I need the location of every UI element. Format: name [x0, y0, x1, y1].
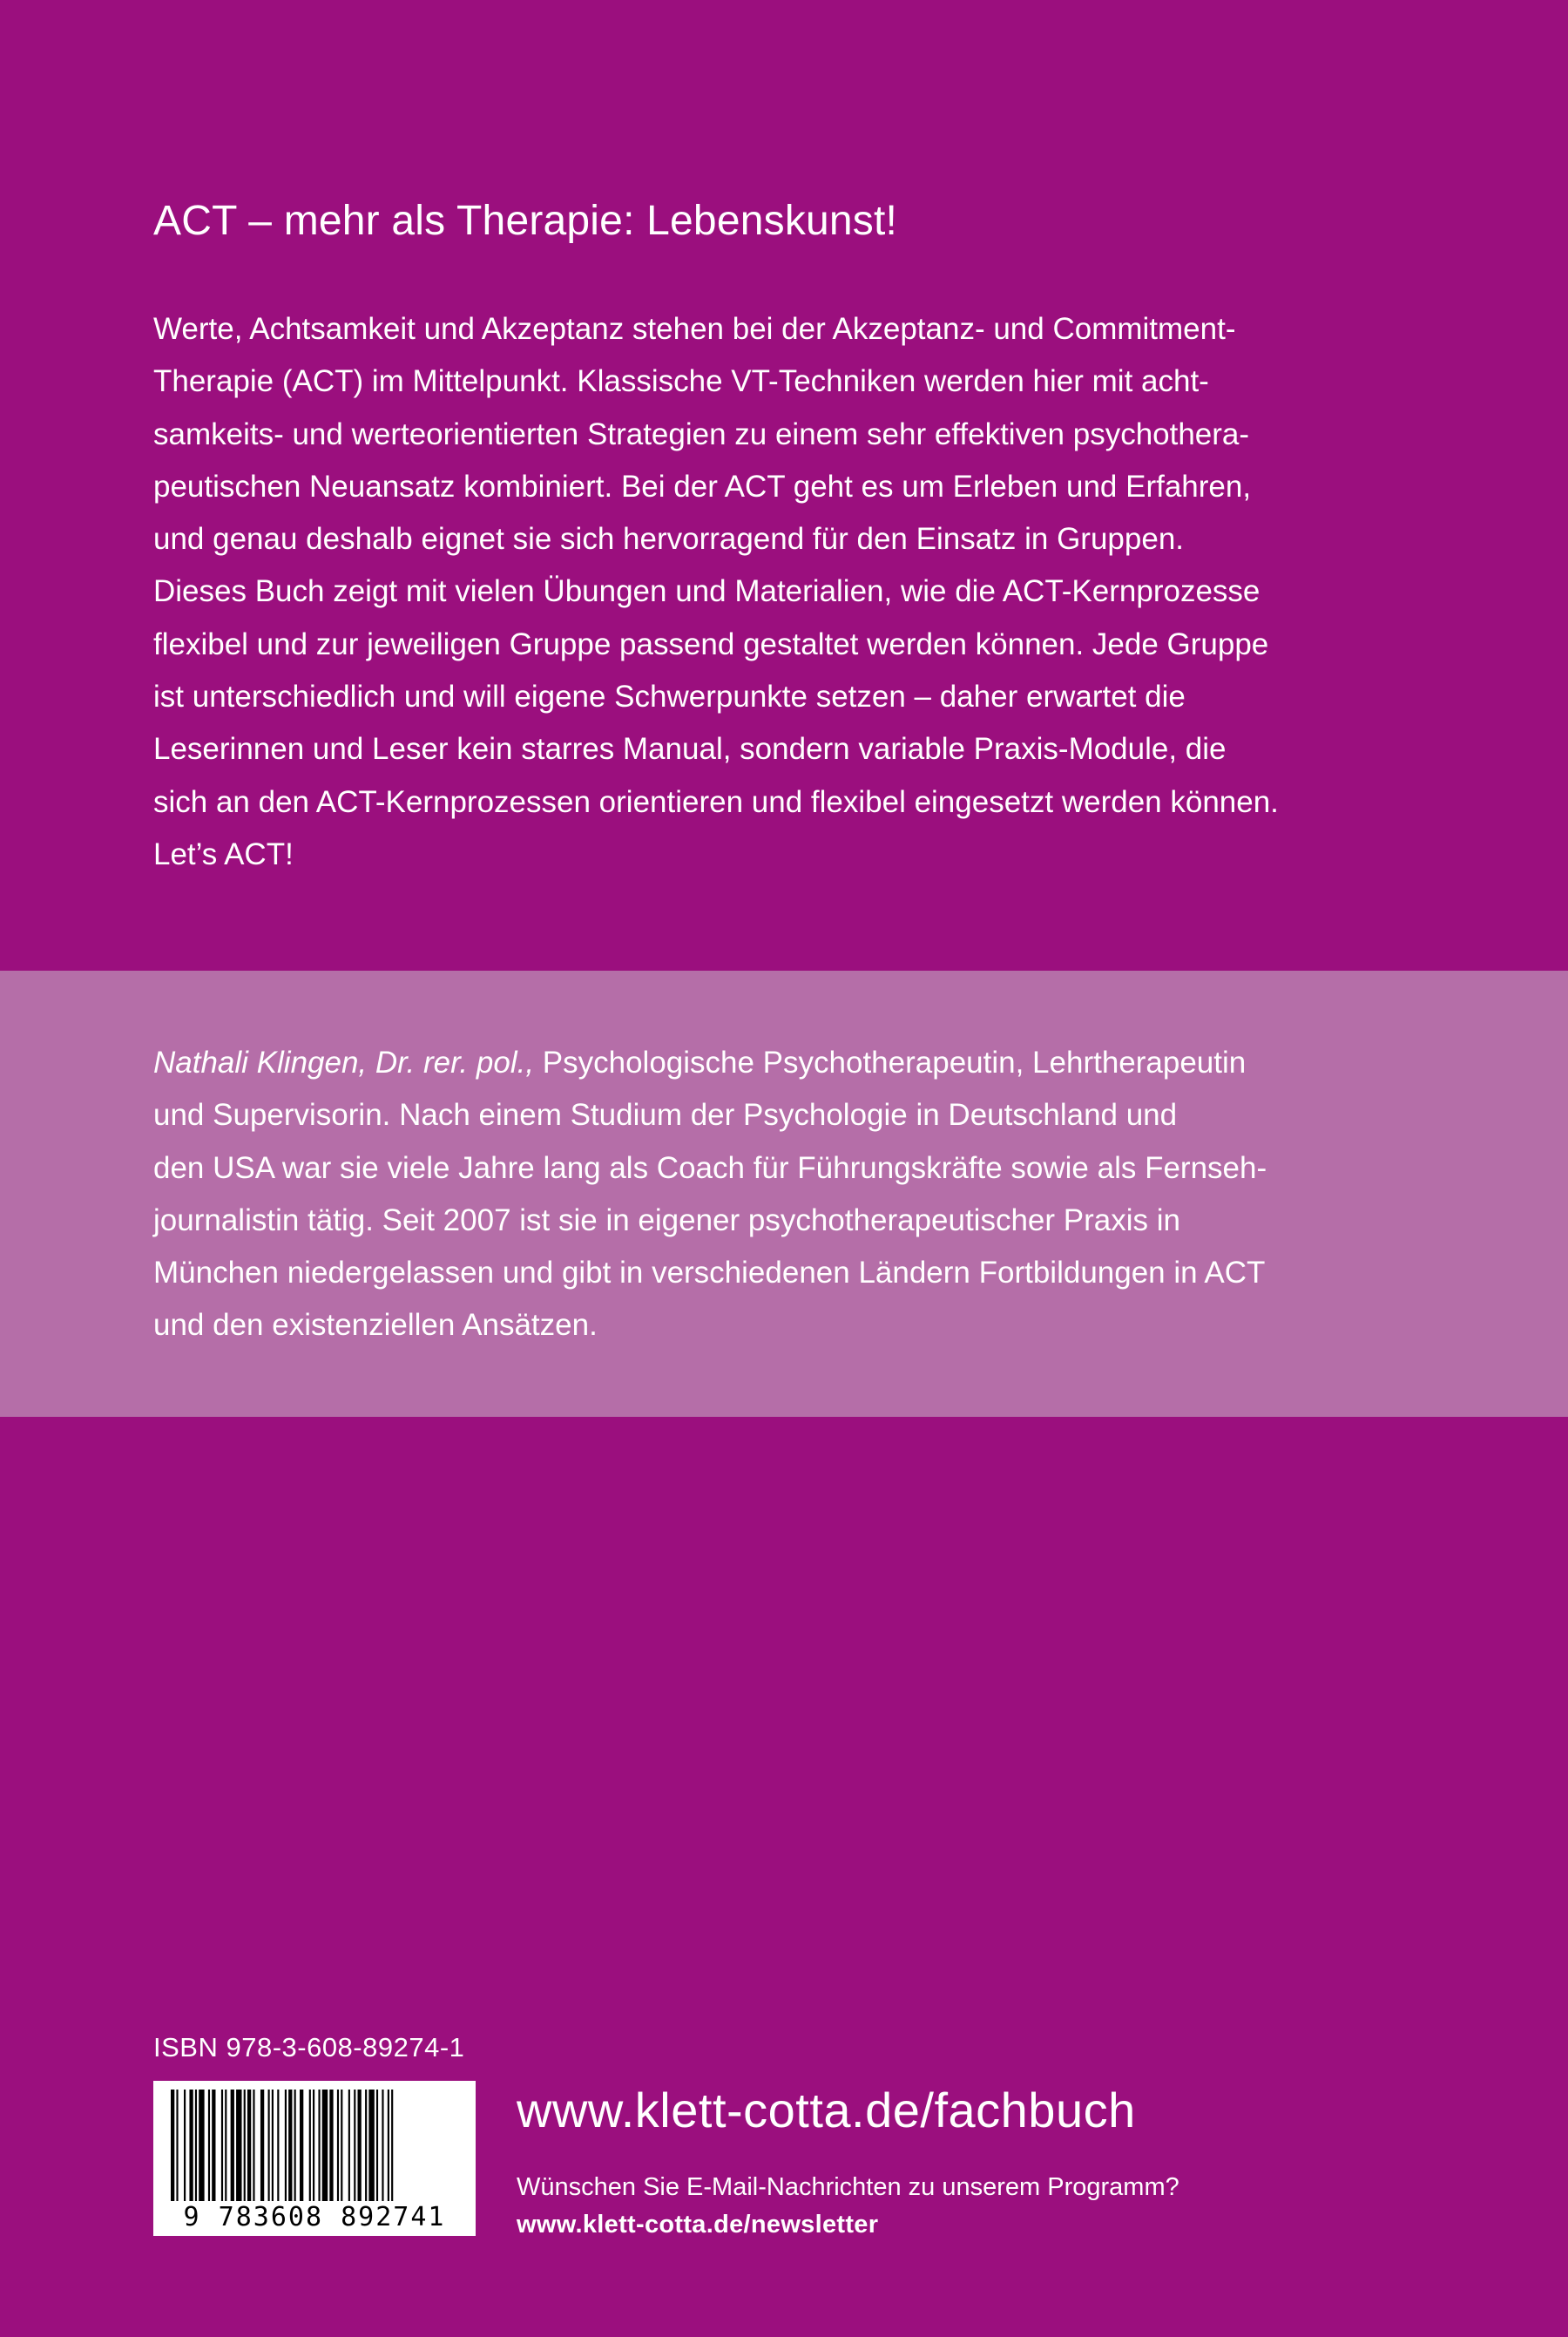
description-line: Leserinnen und Leser kein starres Manual, sondern variable Praxis-Module, die — [153, 732, 1227, 767]
barcode-bar — [272, 2090, 274, 2201]
barcode-bar — [212, 2090, 215, 2201]
author-bio-line: und den existenziellen Ansätzen. — [153, 1308, 598, 1343]
author-bio-line: den USA war sie viele Jahre lang als Coach für Führungskräfte sowie als Fernseh- — [153, 1150, 1267, 1185]
barcode-bar — [348, 2090, 350, 2201]
barcode-bar — [354, 2090, 355, 2201]
barcode-bar — [300, 2090, 303, 2201]
barcode-bar — [376, 2090, 378, 2201]
barcode-bar — [184, 2090, 186, 2201]
barcode-bar — [231, 2090, 234, 2201]
description-line: und genau deshalb eignet sie sich hervorragend für den Einsatz in Gruppen. — [153, 522, 1185, 557]
barcode-bar — [365, 2090, 367, 2201]
description-line: Werte, Achtsamkeit und Akzeptanz stehen bei der Akzeptanz- und Commitment- — [153, 312, 1236, 346]
description-line: Therapie (ACT) im Mittelpunkt. Klassische VT-Techniken werden hier mit acht- — [153, 364, 1209, 399]
description-line: peutischen Neuansatz kombiniert. Bei der ACT geht es um Erleben und Erfahren, — [153, 469, 1252, 504]
barcode-bar — [221, 2090, 223, 2201]
description-line: Dieses Buch zeigt mit vielen Übungen und Materialien, wie die ACT-Kernprozesse — [153, 574, 1260, 609]
description-line: samkeits- und werteorientierten Strategien zu einem sehr effektiven psychothera- — [153, 417, 1250, 451]
barcode-bar — [313, 2090, 314, 2201]
barcode-bar — [388, 2090, 389, 2201]
barcode-bar — [329, 2090, 333, 2201]
barcode-bar — [358, 2090, 362, 2201]
barcode-bar — [285, 2090, 287, 2201]
publisher-website-link[interactable]: www.klett-cotta.de/fachbuch — [517, 2083, 1136, 2137]
barcode-bar — [208, 2090, 210, 2201]
barcode-bar — [341, 2090, 342, 2201]
description-line: sich an den ACT-Kernprozessen orientieren und flexibel eingesetzt werden können. — [153, 784, 1279, 819]
barcode-bar — [225, 2090, 226, 2201]
barcode-bar — [244, 2090, 246, 2201]
author-name: Nathali Klingen, Dr. rer. pol., — [153, 1046, 535, 1080]
barcode-bar — [294, 2090, 296, 2201]
author-bio-line: München niedergelassen und gibt in verschiedenen Ländern Fortbildungen in ACT — [153, 1256, 1266, 1290]
newsletter-link[interactable]: www.klett-cotta.de/newsletter — [517, 2211, 879, 2239]
newsletter-question: Wünschen Sie E-Mail-Nachrichten zu unserem Programm? — [517, 2173, 1179, 2201]
barcode-bar — [195, 2090, 197, 2201]
barcode-bar — [318, 2090, 320, 2201]
barcode-bar — [337, 2090, 339, 2201]
author-bio-first-line-rest: Psychologische Psychotherapeutin, Lehrtherapeutin — [534, 1046, 1247, 1080]
isbn-label: ISBN 978-3-608-89274-1 — [153, 2032, 465, 2063]
description-line: flexibel und zur jeweiligen Gruppe passend gestaltet werden können. Jede Gruppe — [153, 627, 1269, 661]
barcode-bar — [247, 2090, 251, 2201]
barcode-bar — [189, 2090, 193, 2201]
barcode-bar — [176, 2090, 178, 2201]
headline: ACT – mehr als Therapie: Lebenskunst! — [153, 198, 898, 244]
barcode-digits: 9 783608 892741 — [160, 2203, 469, 2232]
barcode-bar — [368, 2090, 374, 2201]
barcode-bar — [309, 2090, 311, 2201]
author-bio-line: und Supervisorin. Nach einem Studium der Psychologie in Deutschland und — [153, 1098, 1178, 1133]
description-line: Let’s ACT! — [153, 837, 294, 871]
author-bio — [153, 1037, 1425, 1352]
description-line: ist unterschiedlich und will eigene Schwerpunkte setzen – daher erwartet die — [153, 680, 1186, 715]
barcode-bar — [288, 2090, 292, 2201]
barcode-bar — [236, 2090, 241, 2201]
barcode-bar — [171, 2090, 174, 2201]
barcode-bar — [391, 2090, 393, 2201]
barcode-bar — [322, 2090, 328, 2201]
barcode-bar — [253, 2090, 254, 2201]
barcode-bar — [268, 2090, 270, 2201]
isbn-barcode — [153, 2081, 476, 2236]
barcode-bar — [260, 2090, 264, 2201]
book-description — [153, 303, 1425, 881]
barcode-bar — [277, 2090, 279, 2201]
author-bio-first-line — [153, 1037, 1425, 1089]
barcode-bar — [382, 2090, 383, 2201]
barcode-bar — [199, 2090, 204, 2201]
author-bio-line: journalistin tätig. Seit 2007 ist sie in eigener psychotherapeutischer Praxis in — [153, 1202, 1180, 1237]
